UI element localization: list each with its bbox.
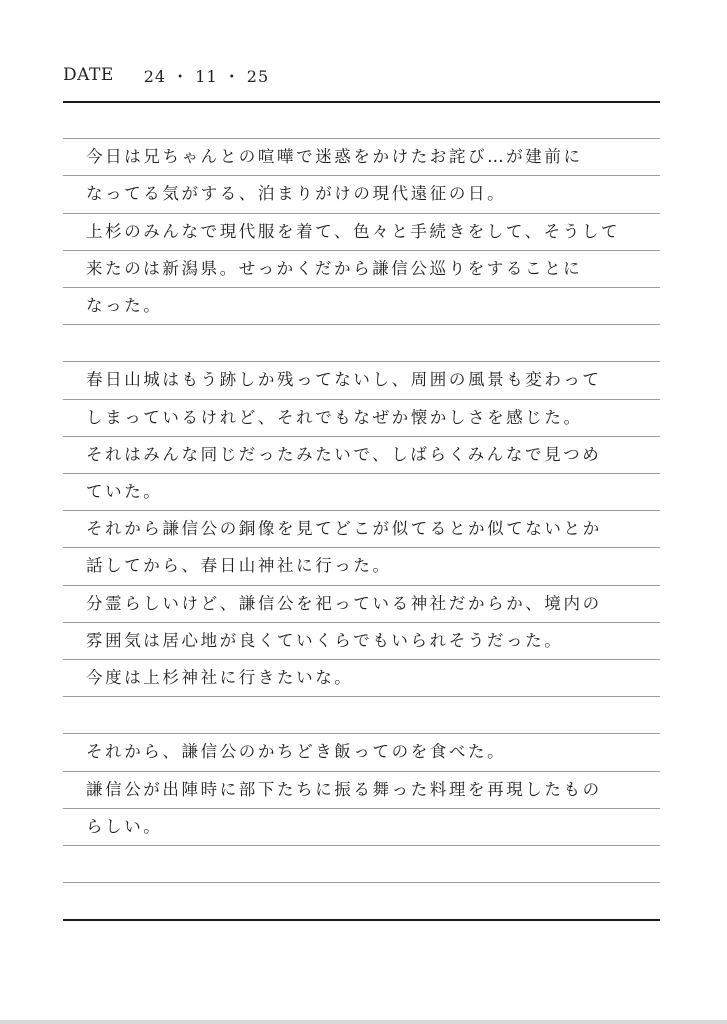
diary-line: それから謙信公の銅像を見てどこが似てるとか似てないとか	[86, 519, 602, 539]
diary-line: しまっているけれど、それでもなぜか懐かしさを感じた。	[86, 407, 583, 427]
diary-line	[86, 883, 660, 919]
diary-line: 今日は兄ちゃんとの喧嘩で迷惑をかけたお詫び…が建前に	[86, 147, 583, 167]
diary-line: 謙信公が出陣時に部下たちに振る舞った料理を再現したもの	[86, 779, 602, 799]
diary-line	[86, 697, 660, 733]
diary-line: 今度は上杉神社に行きたいな。	[86, 668, 354, 687]
diary-line: 話してから、春日山神社に行った。	[86, 556, 392, 576]
diary-line: 来たのは新潟県。せっかくだから謙信公巡りをすることに	[86, 258, 583, 278]
diary-line	[86, 846, 660, 882]
diary-line: 上杉のみんなで現代服を着て、色々と手続きをして、そうして	[86, 221, 621, 241]
diary-line	[86, 102, 660, 138]
date-label: DATE	[63, 65, 114, 85]
bottom-rule	[63, 919, 660, 921]
diary-line: 春日山城はもう跡しか残ってないし、周囲の風景も変わって	[86, 370, 602, 390]
diary-line	[86, 325, 660, 361]
date-value: 24 ・ 11 ・ 25	[143, 66, 270, 86]
diary-line: それはみんな同じだったみたいで、しばらくみんなで見つめ	[86, 444, 602, 464]
diary-line: なってる気がする、泊まりがけの現代遠征の日。	[86, 184, 507, 204]
page-bottom-edge	[0, 1020, 727, 1024]
date-header	[63, 62, 269, 88]
diary-line: なった。	[86, 296, 163, 315]
diary-line: それから、謙信公のかちどき飯ってのを食べた。	[86, 742, 507, 762]
diary-line: 雰囲気は居心地が良くていくらでもいられそうだった。	[86, 630, 564, 650]
diary-line: ていた。	[86, 482, 163, 501]
diary-line: 分霊らしいけど、謙信公を祀っている神社だからか、境内の	[86, 593, 602, 613]
diary-line: らしい。	[86, 816, 163, 836]
